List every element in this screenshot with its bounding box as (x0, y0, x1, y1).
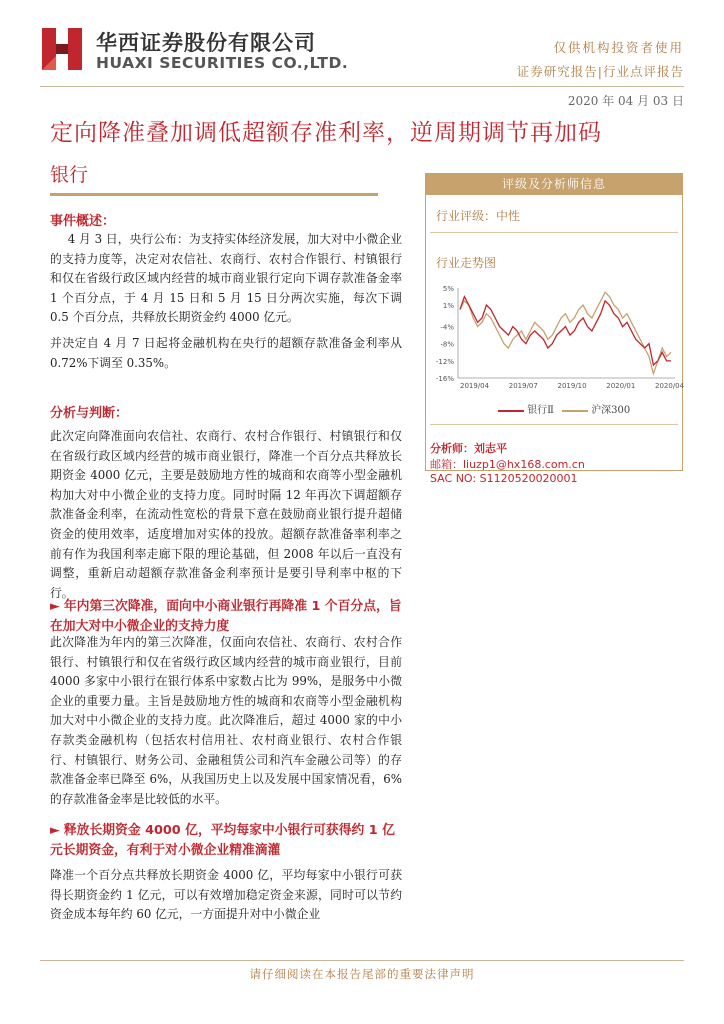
y-tick-label: 5% (442, 285, 454, 293)
title-underline (50, 193, 378, 196)
y-tick-label: 1% (442, 302, 454, 311)
legend-item-csi300 (562, 401, 630, 416)
industry-trend-chart (430, 280, 685, 405)
report-title: 定向降准叠加调低超额存准利率，逆周期调节再加码 (50, 120, 602, 146)
x-tick-label: 2020/04 (655, 382, 685, 390)
industry-name: 银行 (50, 164, 89, 186)
triangle-bullet-icon: ► (50, 823, 60, 838)
series-line-csi300 (460, 292, 671, 373)
x-tick-label: 2020/01 (606, 382, 636, 390)
y-tick-label: -8% (440, 340, 454, 349)
legend-swatch-csi300 (562, 410, 588, 412)
company-name-cn: 华西证券股份有限公司 (96, 31, 316, 55)
report-type: 证券研究报告|行业点评报告 (516, 64, 684, 79)
panel-divider-2 (430, 424, 678, 425)
legal-disclaimer-note: 请仔细阅读在本报告尾部的重要法律声明 (249, 967, 475, 981)
company-name-en: HUAXI SECURITIES CO.,LTD. (96, 54, 349, 72)
footer-divider (40, 960, 684, 961)
point-2-heading (50, 821, 402, 861)
report-date: 2020 年 04 月 03 日 (567, 94, 684, 108)
y-tick-label: -12% (435, 357, 454, 366)
rating-label: 行业评级： (436, 209, 497, 223)
panel-divider (430, 232, 678, 233)
point-1-body: 此次降准为年内的第三次降准，仅面向农信社、农商行、农村合作银行、村镇银行和仅在省级行政区域内经营的城市商业银行，目前 4000 多家中小银行在银行体系中家数占比为 99%，是服务中小微企业的重要力量。主旨是鼓励地方性的城商和农商等小型金融机构加大对中小微企业的支持力度。此次降准后，超过 4000 家的中小存款类金融机构（包括农村信用社、农村商业银行、农村合作银行、村镇银行、财务公司、金融租赁公司和汽车金融公司等）的存款准备金率已降至 6%，从我国历史上以及发展中国家情况看，6%的存款准备金率是比较低的水平。 (50, 635, 402, 806)
triangle-bullet-icon: ► (50, 599, 60, 614)
series-line-bank (460, 297, 671, 366)
legend-swatch-bank (498, 410, 524, 412)
point-1-heading-text: 年内第三次降准，面向中小商业银行再降准 1 个百分点，旨在加大对中小微企业的支持力度 (50, 599, 402, 634)
analyst-sac-number: SAC NO: S1120520020001 (430, 472, 578, 485)
event-paragraph-2: 并决定自 4 月 7 日起将金融机构在央行的超额存款准备金利率从 0.72%下调至 0.35%。 (50, 336, 402, 370)
huaxi-logo-icon (40, 26, 84, 72)
point-2-heading-text: 释放长期资金 4000 亿，平均每家中小银行可获得约 1 亿元长期资金，有利于对小微企业精准滴灌 (50, 823, 395, 858)
x-tick-label: 2019/07 (508, 382, 538, 390)
point-1-heading (50, 597, 402, 637)
x-tick-label: 2019/10 (557, 382, 587, 390)
trend-label: 行业走势图 (436, 256, 497, 270)
y-tick-label: -4% (440, 323, 454, 332)
legend-label-csi300: 沪深300 (591, 405, 631, 416)
analysis-heading: 分析与判断： (50, 406, 129, 421)
y-tick-label: -16% (435, 375, 454, 383)
industry-rating (436, 207, 520, 224)
analyst-name: 分析师：刘志平 (430, 442, 507, 455)
event-paragraph-1: 4 月 3 日，央行公布：为支持实体经济发展，加大对中小微企业的支持力度等，决定对农信社、农商行、农村合作银行、村镇银行和仅在省级行政区域内经营的城市商业银行定向下调存款准备金率 1 个百分点，于 4 月 15 日和 5 月 15 日分两次实施，每次下调 0.5 个百分点，共释放长期资金约 4000 亿元。 (50, 232, 402, 325)
legend-item-bank (498, 401, 554, 416)
header-divider (40, 86, 684, 87)
event-heading: 事件概述： (50, 214, 116, 229)
analyst-email[interactable]: 邮箱：liuzp1@hx168.com.cn (430, 458, 585, 471)
panel-header: 评级及分析师信息 (425, 173, 683, 195)
legend-label-bank: 银行Ⅱ (527, 405, 554, 416)
audience-note: 仅供机构投资者使用 (553, 40, 684, 55)
x-tick-label: 2019/04 (460, 382, 490, 390)
point-2-body: 降准一个百分点共释放长期资金 4000 亿，平均每家中小银行可获得长期资金约 1 亿元，可以有效增加稳定资金来源，同时可以节约资金成本每年约 60 亿元，一方面提升对中小微企业 (50, 868, 402, 922)
analysis-paragraph: 此次定向降准面向农信社、农商行、农村合作银行、村镇银行和仅在省级行政区域内经营的城市商业银行，降准一个百分点共释放长期资金 4000 亿元，主要是鼓励地方性的城商和农商等小型金融机构加大对中小微企业的支持力度。同时时隔 12 年再次下调超额存款准备金利率，在流动性宽松的背景下意在鼓励商业银行提升超储资金的使用效率，适度增加对实体的投放。超额存款准备率利率之前有作为我国利率走廊下限的理论基础，但 2008 年以后一直没有调整，重新启动超额存款准备金利率预计是要引导利率中枢的下行。 (50, 429, 402, 600)
rating-value: 中性 (496, 209, 521, 223)
